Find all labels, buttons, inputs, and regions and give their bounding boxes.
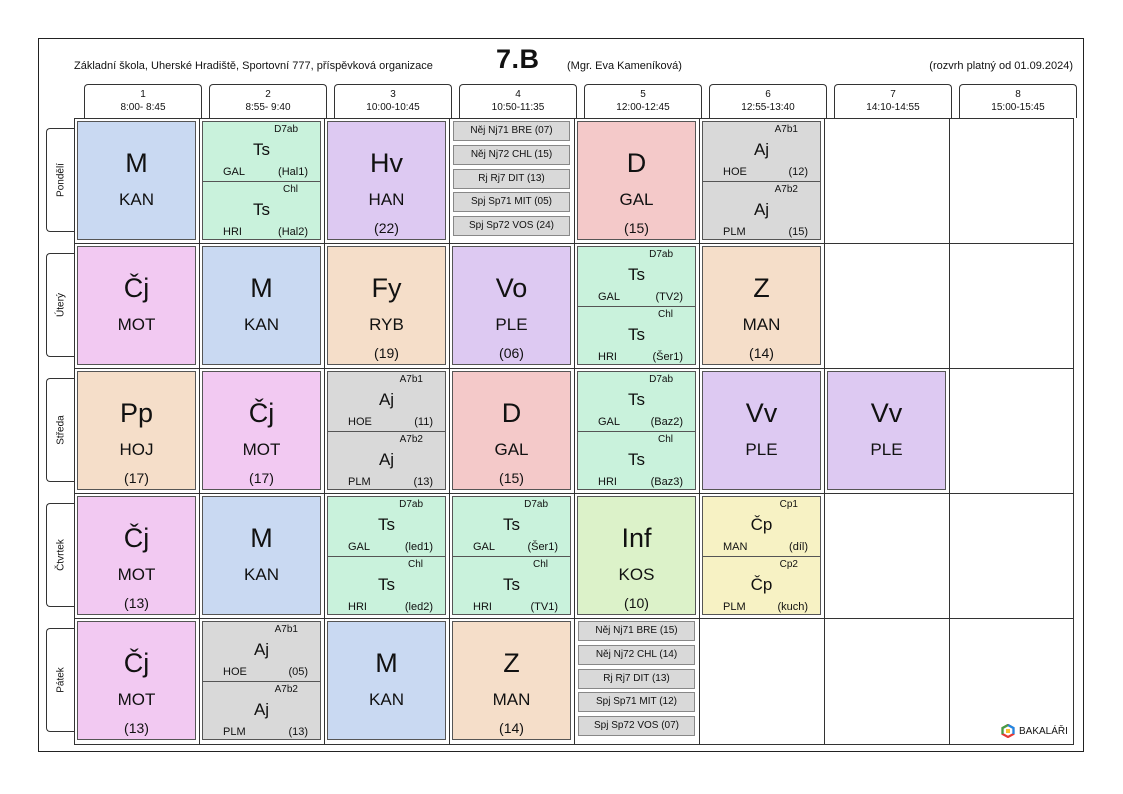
period-header (584, 84, 702, 118)
period-time: 8:55- 9:40 (245, 102, 291, 113)
group-subject: Aj (378, 390, 395, 409)
group-lesson (578, 306, 695, 366)
lesson-subject: M (375, 648, 398, 678)
lesson-teacher: PLE (745, 440, 778, 459)
group-room: (13) (413, 475, 433, 488)
group-teacher: PLM (348, 475, 371, 488)
period-number: 5 (640, 89, 646, 100)
group-subject: Ts (253, 199, 270, 219)
row-line (74, 493, 1074, 494)
valid-from: (rozvrh platný od 01.09.2024) (929, 60, 1073, 72)
lesson-subject: Čj (123, 273, 150, 303)
group-teacher: MAN (723, 541, 748, 553)
lesson-subject: Hv (370, 148, 403, 178)
lesson-cell-split (702, 121, 821, 240)
lesson-subject: Z (753, 273, 770, 303)
lesson-room: (14) (749, 345, 774, 361)
language-group-strip: Spj Sp72 VOS (24) (453, 216, 570, 236)
column-line (699, 118, 700, 745)
lesson-cell-split (327, 371, 446, 490)
group-room: (12) (788, 166, 808, 178)
group-name: Chl (657, 308, 673, 320)
lesson-room: (15) (499, 470, 524, 486)
group-teacher: PLM (223, 725, 246, 738)
lesson-subject: Vo (495, 273, 528, 303)
group-lesson (328, 497, 445, 556)
group-subject: Ts (378, 574, 395, 594)
school-name: Základní škola, Uherské Hradiště, Sportovní 777, příspěvková organizace (74, 60, 433, 72)
lesson-room: (14) (499, 720, 524, 736)
group-room: (Šer1) (652, 350, 683, 363)
period-number: 7 (890, 89, 896, 100)
group-teacher: HOE (723, 166, 747, 178)
group-teacher: HOE (223, 666, 247, 678)
group-subject: Aj (253, 699, 270, 719)
group-name: D7ab (399, 499, 423, 510)
row-line (74, 368, 1074, 369)
language-group-strip: Něj Nj72 CHL (15) (453, 145, 570, 165)
day-name: Pondělí (55, 163, 66, 197)
lesson-subject: Inf (621, 523, 652, 553)
group-room: (11) (414, 416, 433, 428)
lesson-cell-strips (452, 121, 571, 240)
lesson-cell (827, 371, 946, 490)
lesson-room: (10) (624, 595, 649, 611)
period-time: 8:00- 8:45 (120, 102, 166, 113)
group-room: (Šer1) (527, 541, 558, 553)
lesson-subject: Z (503, 648, 520, 678)
period-header (834, 84, 952, 118)
group-subject: Aj (253, 640, 270, 659)
group-subject: Ts (628, 449, 645, 469)
group-room: (kuch) (777, 600, 808, 613)
lesson-cell-split (327, 496, 446, 615)
period-header (709, 84, 827, 118)
group-lesson (578, 247, 695, 306)
period-header (459, 84, 577, 118)
column-line (199, 118, 200, 745)
class-name: 7.B (496, 44, 540, 74)
lesson-room: (17) (249, 470, 274, 486)
period-header (209, 84, 327, 118)
lesson-teacher: KAN (244, 315, 279, 334)
day-name: Čtvrtek (55, 539, 66, 571)
group-name: Chl (282, 183, 298, 195)
lesson-cell (327, 121, 446, 240)
lesson-teacher: PLE (870, 440, 903, 459)
group-room: (díl) (789, 541, 808, 553)
lesson-cell-strips (577, 621, 696, 740)
group-teacher: HRI (598, 350, 617, 363)
lesson-teacher: HAN (368, 190, 405, 209)
language-group-strip: Spj Sp71 MIT (05) (453, 192, 570, 212)
bakalari-logo (1001, 724, 1068, 738)
day-label (46, 378, 74, 482)
group-lesson (703, 556, 820, 616)
row-line (74, 618, 1074, 619)
day-label (46, 253, 74, 357)
group-room: (Hal1) (278, 166, 308, 178)
lesson-cell (202, 496, 321, 615)
lesson-cell-split (202, 621, 321, 740)
group-room: (05) (288, 666, 308, 678)
group-teacher: GAL (348, 541, 371, 553)
group-name: A7b2 (274, 683, 298, 695)
day-name: Úterý (55, 293, 66, 317)
group-teacher: HRI (223, 225, 242, 238)
lesson-teacher: KAN (119, 190, 154, 209)
group-lesson (328, 431, 445, 491)
lesson-teacher: MAN (492, 690, 531, 709)
lesson-subject: D (626, 148, 647, 178)
group-name: A7b2 (399, 433, 423, 445)
group-lesson (703, 122, 820, 181)
period-number: 3 (390, 89, 396, 100)
period-number: 2 (265, 89, 271, 100)
lesson-cell (702, 371, 821, 490)
lesson-cell (327, 621, 446, 740)
lesson-cell (452, 371, 571, 490)
lesson-room: (15) (624, 220, 649, 236)
group-subject: Čp (750, 515, 773, 534)
lesson-cell-split (702, 496, 821, 615)
group-teacher: GAL (473, 541, 496, 553)
language-group-strip: Spj Sp72 VOS (07) (578, 716, 695, 736)
period-header (959, 84, 1077, 118)
lesson-cell-split (202, 121, 321, 240)
group-subject: Aj (378, 449, 395, 469)
lesson-teacher: MOT (117, 565, 156, 584)
lesson-teacher: PLE (495, 315, 528, 334)
lesson-room: (13) (124, 595, 149, 611)
period-number: 8 (1015, 89, 1021, 100)
lesson-subject: D (501, 398, 522, 428)
group-subject: Ts (503, 515, 520, 534)
group-lesson (203, 681, 320, 741)
language-group-strip: Něj Nj72 CHL (14) (578, 645, 695, 665)
period-time: 15:00-15:45 (991, 102, 1045, 113)
group-lesson (328, 556, 445, 616)
lesson-subject: Fy (371, 273, 402, 303)
lesson-teacher: MAN (742, 315, 781, 334)
group-name: D7ab (649, 249, 673, 260)
lesson-cell-split (577, 371, 696, 490)
lesson-cell (77, 121, 196, 240)
group-name: D7ab (524, 499, 548, 510)
lesson-cell (327, 246, 446, 365)
group-lesson (453, 497, 570, 556)
group-name: D7ab (649, 374, 673, 385)
lesson-room: (13) (124, 720, 149, 736)
language-group-strip: Spj Sp71 MIT (12) (578, 692, 695, 712)
group-name: Cp1 (779, 499, 798, 510)
group-name: A7b1 (274, 624, 298, 635)
group-name: Cp2 (779, 558, 798, 570)
day-label (46, 628, 74, 732)
lesson-cell (202, 371, 321, 490)
group-subject: Aj (753, 199, 770, 219)
lesson-room: (19) (374, 345, 399, 361)
group-name: A7b1 (774, 124, 798, 135)
lesson-teacher: GAL (494, 440, 529, 459)
lesson-subject: Čj (123, 648, 150, 678)
group-room: (Hal2) (278, 225, 308, 238)
group-lesson (203, 122, 320, 181)
period-time: 10:00-10:45 (366, 102, 420, 113)
lesson-teacher: MOT (242, 440, 281, 459)
logo-text: BAKALÁŘI (1019, 725, 1068, 737)
row-line (74, 243, 1074, 244)
group-room: (Baz2) (650, 416, 683, 428)
lesson-cell-split (577, 246, 696, 365)
lesson-cell (577, 121, 696, 240)
lesson-subject: M (125, 148, 148, 178)
lesson-teacher: HOJ (119, 440, 154, 459)
language-group-strip: Rj Rj7 DIT (13) (453, 169, 570, 189)
period-header (334, 84, 452, 118)
group-room: (led2) (404, 600, 433, 613)
period-time: 10:50-11:35 (491, 102, 545, 113)
period-header (84, 84, 202, 118)
day-name: Pátek (55, 667, 66, 693)
class-teacher: (Mgr. Eva Kameníková) (567, 60, 682, 72)
period-time: 12:00-12:45 (616, 102, 670, 113)
lesson-subject: M (250, 273, 273, 303)
group-name: A7b1 (399, 374, 423, 385)
lesson-subject: Čj (123, 523, 150, 553)
lesson-room: (17) (124, 470, 149, 486)
group-room: (13) (288, 725, 308, 738)
lesson-subject: Vv (745, 398, 778, 428)
lesson-cell (577, 496, 696, 615)
lesson-teacher: KAN (369, 690, 404, 709)
bakalari-hexagon-icon (1001, 724, 1015, 738)
group-subject: Ts (503, 574, 520, 594)
language-group-strip: Něj Nj71 BRE (15) (578, 621, 695, 641)
group-subject: Ts (628, 390, 645, 409)
group-name: A7b2 (774, 183, 798, 195)
group-teacher: GAL (598, 416, 621, 428)
group-lesson (203, 622, 320, 681)
group-teacher: HRI (598, 475, 617, 488)
group-room: (led1) (404, 541, 433, 553)
group-lesson (203, 181, 320, 241)
lesson-teacher: KOS (618, 565, 655, 584)
lesson-teacher: MOT (117, 315, 156, 334)
lesson-room: (22) (374, 220, 399, 236)
period-number: 4 (515, 89, 521, 100)
lesson-cell (77, 496, 196, 615)
lesson-cell-split (452, 496, 571, 615)
column-line (824, 118, 825, 745)
group-teacher: HRI (348, 600, 367, 613)
language-group-strip: Rj Rj7 DIT (13) (578, 669, 695, 689)
lesson-cell (452, 246, 571, 365)
group-teacher: HRI (473, 600, 492, 613)
group-name: Chl (532, 558, 548, 570)
group-subject: Ts (628, 265, 645, 284)
day-label (46, 503, 74, 607)
lesson-cell (702, 246, 821, 365)
lesson-teacher: RYB (369, 315, 404, 334)
group-teacher: PLM (723, 600, 746, 613)
group-lesson (703, 497, 820, 556)
day-label (46, 128, 74, 232)
lesson-teacher: KAN (244, 565, 279, 584)
group-teacher: PLM (723, 225, 746, 238)
lesson-subject: M (250, 523, 273, 553)
lesson-subject: Vv (870, 398, 903, 428)
lesson-subject: Pp (119, 398, 154, 428)
group-lesson (578, 431, 695, 491)
lesson-cell (202, 246, 321, 365)
group-room: (TV2) (655, 291, 683, 303)
group-room: (15) (788, 225, 808, 238)
period-time: 14:10-14:55 (866, 102, 920, 113)
lesson-cell (77, 621, 196, 740)
column-line (574, 118, 575, 745)
group-subject: Čp (750, 574, 773, 594)
lesson-cell (452, 621, 571, 740)
column-line (324, 118, 325, 745)
group-name: Chl (407, 558, 423, 570)
period-number: 6 (765, 89, 771, 100)
group-teacher: GAL (223, 166, 246, 178)
group-teacher: HOE (348, 416, 372, 428)
lesson-cell (77, 246, 196, 365)
group-lesson (453, 556, 570, 616)
group-teacher: GAL (598, 291, 621, 303)
group-room: (TV1) (530, 600, 558, 613)
lesson-subject: Čj (248, 398, 275, 428)
lesson-teacher: MOT (117, 690, 156, 709)
group-subject: Ts (378, 515, 395, 534)
day-name: Středa (55, 415, 66, 445)
group-name: D7ab (274, 124, 298, 135)
group-lesson (703, 181, 820, 241)
group-subject: Ts (253, 140, 270, 159)
period-time: 12:55-13:40 (741, 102, 795, 113)
column-line (449, 118, 450, 745)
period-number: 1 (140, 89, 146, 100)
group-subject: Aj (753, 140, 770, 159)
group-lesson (578, 372, 695, 431)
column-line (949, 118, 950, 745)
lesson-room: (06) (499, 345, 524, 361)
group-room: (Baz3) (650, 475, 683, 488)
language-group-strip: Něj Nj71 BRE (07) (453, 121, 570, 141)
group-lesson (328, 372, 445, 431)
lesson-cell (77, 371, 196, 490)
group-name: Chl (657, 433, 673, 445)
lesson-teacher: GAL (619, 190, 654, 209)
group-subject: Ts (628, 324, 645, 344)
